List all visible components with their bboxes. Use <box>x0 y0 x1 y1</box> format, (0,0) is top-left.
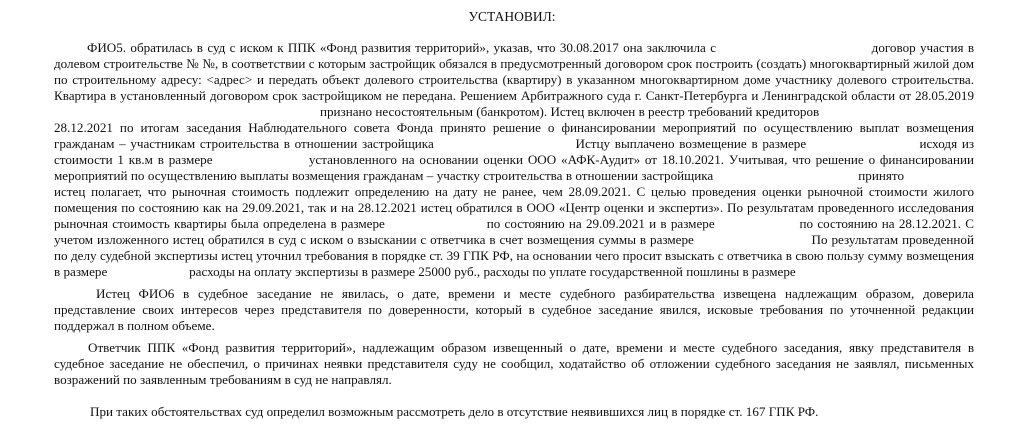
text-line: Квартира в установленный договором срок застройщиком не передана. Решением Арбитражного суда г. Санкт-Петербурга и Ленинградской области от 28.05.2019 <box>54 88 974 103</box>
text-line: Истец ФИО6 в судебное заседание не явилась, о дате, времени и месте судебного разбирательства извещена надлежащим образом, доверила <box>96 286 974 301</box>
text-line: поддержал в полном объеме. <box>54 318 215 333</box>
text-line: Ответчик ППК «Фонд развития территорий», надлежащим образом извещенный о дате, времени и месте судебного заседания, явку представителя в <box>88 340 974 355</box>
text-line: долевом строительстве № №, в соответствии с которым застройщик обязался в предусмотренный договором срок построить (создать) многоквартирный жилой дом <box>54 56 974 71</box>
text-line: представление своих интересов через представителя по доверенности, который в судебное заседание явился, исковые требования по уточненной редакции <box>54 302 974 317</box>
text-line: по строительному адресу: <адрес> и передать объект долевого строительства (квартиру) в указанном многоквартирном доме участнику долевого строительства. <box>54 72 974 87</box>
section-heading: УСТАНОВИЛ: <box>468 9 556 24</box>
text-line: по делу судебной экспертизы истец уточнил требования в порядке ст. 39 ГПК РФ, на основании чего просит взыскать с ответчика в свою пользу сумму возмещения <box>54 248 974 263</box>
text-line: возражений по заявленным требованиям в суд не направлял. <box>54 372 392 387</box>
text-line: учетом изложенного истец обратился в суд с иском о взыскании с ответчика в счет возмещения суммы в размере По результатам проведенной <box>54 232 974 247</box>
text-line: 28.12.2021 по итогам заседания Наблюдательного совета Фонда принято решение о финансировании мероприятий по осуществлению выплат возмещения <box>54 120 974 135</box>
text-line: помещения по состоянию как на 29.09.2021, так и на 28.12.2021 истец обратился в ООО «Центр оценки и экспертиз». По результатам проведенного исследования <box>54 200 974 215</box>
text-line: ФИО5. обратилась в суд с иском к ППК «Фонд развития территорий», указав, что 30.08.2017 она заключила с договор участия в <box>87 40 974 55</box>
text-line: гражданам – участникам строительства в отношении застройщика Истцу выплачено возмещение в размере исходя из <box>54 136 974 151</box>
text-line: рыночная стоимость квартиры была определена в размере по состоянию на 29.09.2021 и в размере по состоянию на 28.12.2021. С <box>54 216 974 231</box>
text-line: При таких обстоятельствах суд определил возможным рассмотреть дело в отсутствие неявившихся лиц в порядке ст. 167 ГПК РФ. <box>90 404 819 419</box>
text-line: истец полагает, что рыночная стоимость подлежит определению на дату не ранее, чем 28.09.2021. С целью проведения оценки рыночной стоимости жилого <box>54 184 974 199</box>
text-line: признано несостоятельным (банкротом). Истец включен в реестр требований кредиторов <box>320 104 820 119</box>
text-line: мероприятий по осуществлению выплаты возмещения гражданам – участку строительства в отношении застройщика принято <box>54 168 904 183</box>
text-line: в размере расходы на оплату экспертизы в размере 25000 руб., расходы по уплате государственной пошлины в размере <box>54 264 796 279</box>
text-line: стоимости 1 кв.м в размере установленного на основании оценки ООО «АФК-Аудит» от 18.10.2021. Учитывая, что решение о финансировании <box>54 152 974 167</box>
text-line: судебное заседание не обеспечил, о причинах неявки представителя суду не сообщил, ходатайство об отложении судебного заседания не заявлял, письменных <box>54 356 974 371</box>
